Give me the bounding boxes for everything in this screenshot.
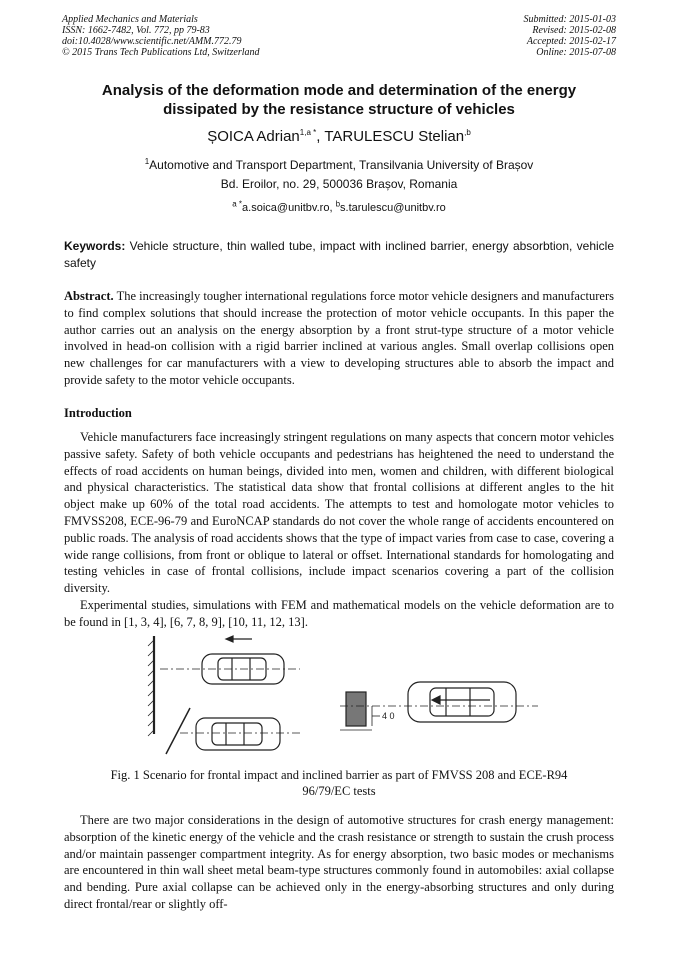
body-continued: [64, 812, 614, 913]
journal-name: Applied Mechanics and Materials: [62, 14, 198, 25]
car-left-bottom: [196, 718, 280, 750]
author-2-sup: ,b: [464, 128, 471, 137]
affiliation: [62, 156, 616, 194]
author-1-sup: 1,a *: [299, 128, 317, 137]
affiliation-line-1: Automotive and Transport Department, Transilvania University of Brașov: [149, 158, 534, 172]
caption-line-1: Fig. 1 Scenario for frontal impact and inclined barrier as part of FMVSS 208 and ECE-R94: [110, 768, 568, 782]
date-accepted: Accepted: 2015-02-17: [526, 36, 616, 47]
figure-1-drawing: [140, 630, 540, 760]
author-list: [62, 128, 616, 146]
affiliation-sup: 1: [144, 157, 150, 166]
direction-arrow: [226, 636, 233, 642]
dimension-label: 4 0: [382, 711, 395, 721]
keywords: [64, 238, 614, 272]
author-2-name: TARULESCU Stelian: [324, 128, 465, 145]
keywords-label: Keywords:: [64, 239, 126, 253]
author-emails: [62, 201, 616, 215]
email-a[interactable]: a.soica@unitbv.ro,: [242, 202, 336, 214]
section-heading-introduction: Introduction: [64, 406, 132, 420]
date-revised: Revised: 2015-02-08: [532, 25, 616, 36]
email-b[interactable]: s.tarulescu@unitbv.ro: [340, 202, 446, 214]
email-a-sup: a *: [232, 199, 243, 209]
paper-title-line-1: Analysis of the deformation mode and determination of the energy: [101, 82, 577, 99]
journal-issn: ISSN: 1662-7482, Vol. 772, pp 79-83: [62, 25, 210, 36]
email-b-sup: b: [335, 199, 341, 209]
date-submitted: Submitted: 2015-01-03: [523, 14, 616, 25]
figure-1-impact-scenario: [140, 630, 540, 760]
introduction-paragraph-2: Experimental studies, simulations with FEM and mathematical models on the vehicle deformation are to be found in [1, 3, 4], [6, 7, 8, 9], [10, 11, 12, 13].: [64, 597, 614, 629]
journal-info: [62, 14, 260, 58]
journal-doi: doi:10.4028/www.scientific.net/AMM.772.79: [62, 36, 242, 47]
author-separator: ,: [316, 128, 325, 145]
introduction-body: [64, 429, 614, 631]
figure-1-caption: [62, 767, 616, 799]
abstract: [64, 288, 614, 389]
impact-arrow: [432, 696, 440, 704]
affiliation-line-2: Bd. Eroilor, no. 29, 500036 Brașov, Romania: [220, 177, 458, 191]
abstract-label: Abstract.: [64, 289, 114, 303]
journal-copyright: © 2015 Trans Tech Publications Ltd, Switzerland: [62, 47, 260, 58]
abstract-text: The increasingly tougher international regulations force motor vehicle designers and manufacturers to find complex solutions that should increase the protection of motor vehicle occupants. In this paper the author carries out an analysis on the energy absorption by a front strut-type structure of a motor vehicle involved in head-on collision with a rigid barrier inclined at various angles. Small overlap collisions open new challenges for car manufacturers with a view to developing structures able to absorb the impact and provide safety to the motor vehicle occupants.: [64, 289, 614, 387]
car-right: [408, 682, 516, 722]
keywords-text: Vehicle structure, thin walled tube, impact with inclined barrier, energy absorbtion, vehicle safety: [64, 239, 614, 270]
paper-title: [62, 81, 616, 119]
body-paragraph: There are two major considerations in the design of automotive structures for crash energy management: absorption of the kinetic energy of the vehicle and the crash resistance or strength to sustain the crush process and/or maintain passenger compartment integrity. As for energy absorption, two basic modes or mechanisms are encountered in thin wall sheet metal beam-type structures commonly found in automobiles: axial collapse and bending. Pure axial collapse can be achieved only in the energy-absorbing structures and only during direct frontal/rear or slightly off-: [64, 813, 614, 911]
caption-line-2: 96/79/EC tests: [302, 784, 376, 798]
inclined-wall: [166, 708, 190, 754]
paper-title-line-2: dissipated by the resistance structure of vehicles: [163, 101, 515, 118]
date-online: Online: 2015-07-08: [536, 47, 616, 58]
introduction-paragraph-1: Vehicle manufacturers face increasingly stringent regulations on many aspects that concern motor vehicles passive safety. Safety of both vehicle occupants and pedestrians has heightened the need to understand the effects of road accidents on human beings, divided into men, women and children, with different biological and physical characteristics. The statistical data show that frontal collisions at different angles to the hit object make up 60% of the total road accidents. The attempts to test and homologate motor vehicles to FMVSS208, ECE-96-79 and EuroNCAP standards do not cover the whole range of accidents encountered on public roads. The analysis of road accidents shows that the type of impact varies from case to case, covering a wide range collisions, from front or oblique to lateral or offset. International standards for homologating and testing vehicles in case of frontal collisions, include impact scenarios covering a part of the collision diversity.: [64, 430, 614, 596]
publication-dates: [524, 14, 617, 58]
rigid-barrier: [346, 692, 366, 726]
author-1-name: ȘOICA Adrian: [207, 128, 300, 145]
